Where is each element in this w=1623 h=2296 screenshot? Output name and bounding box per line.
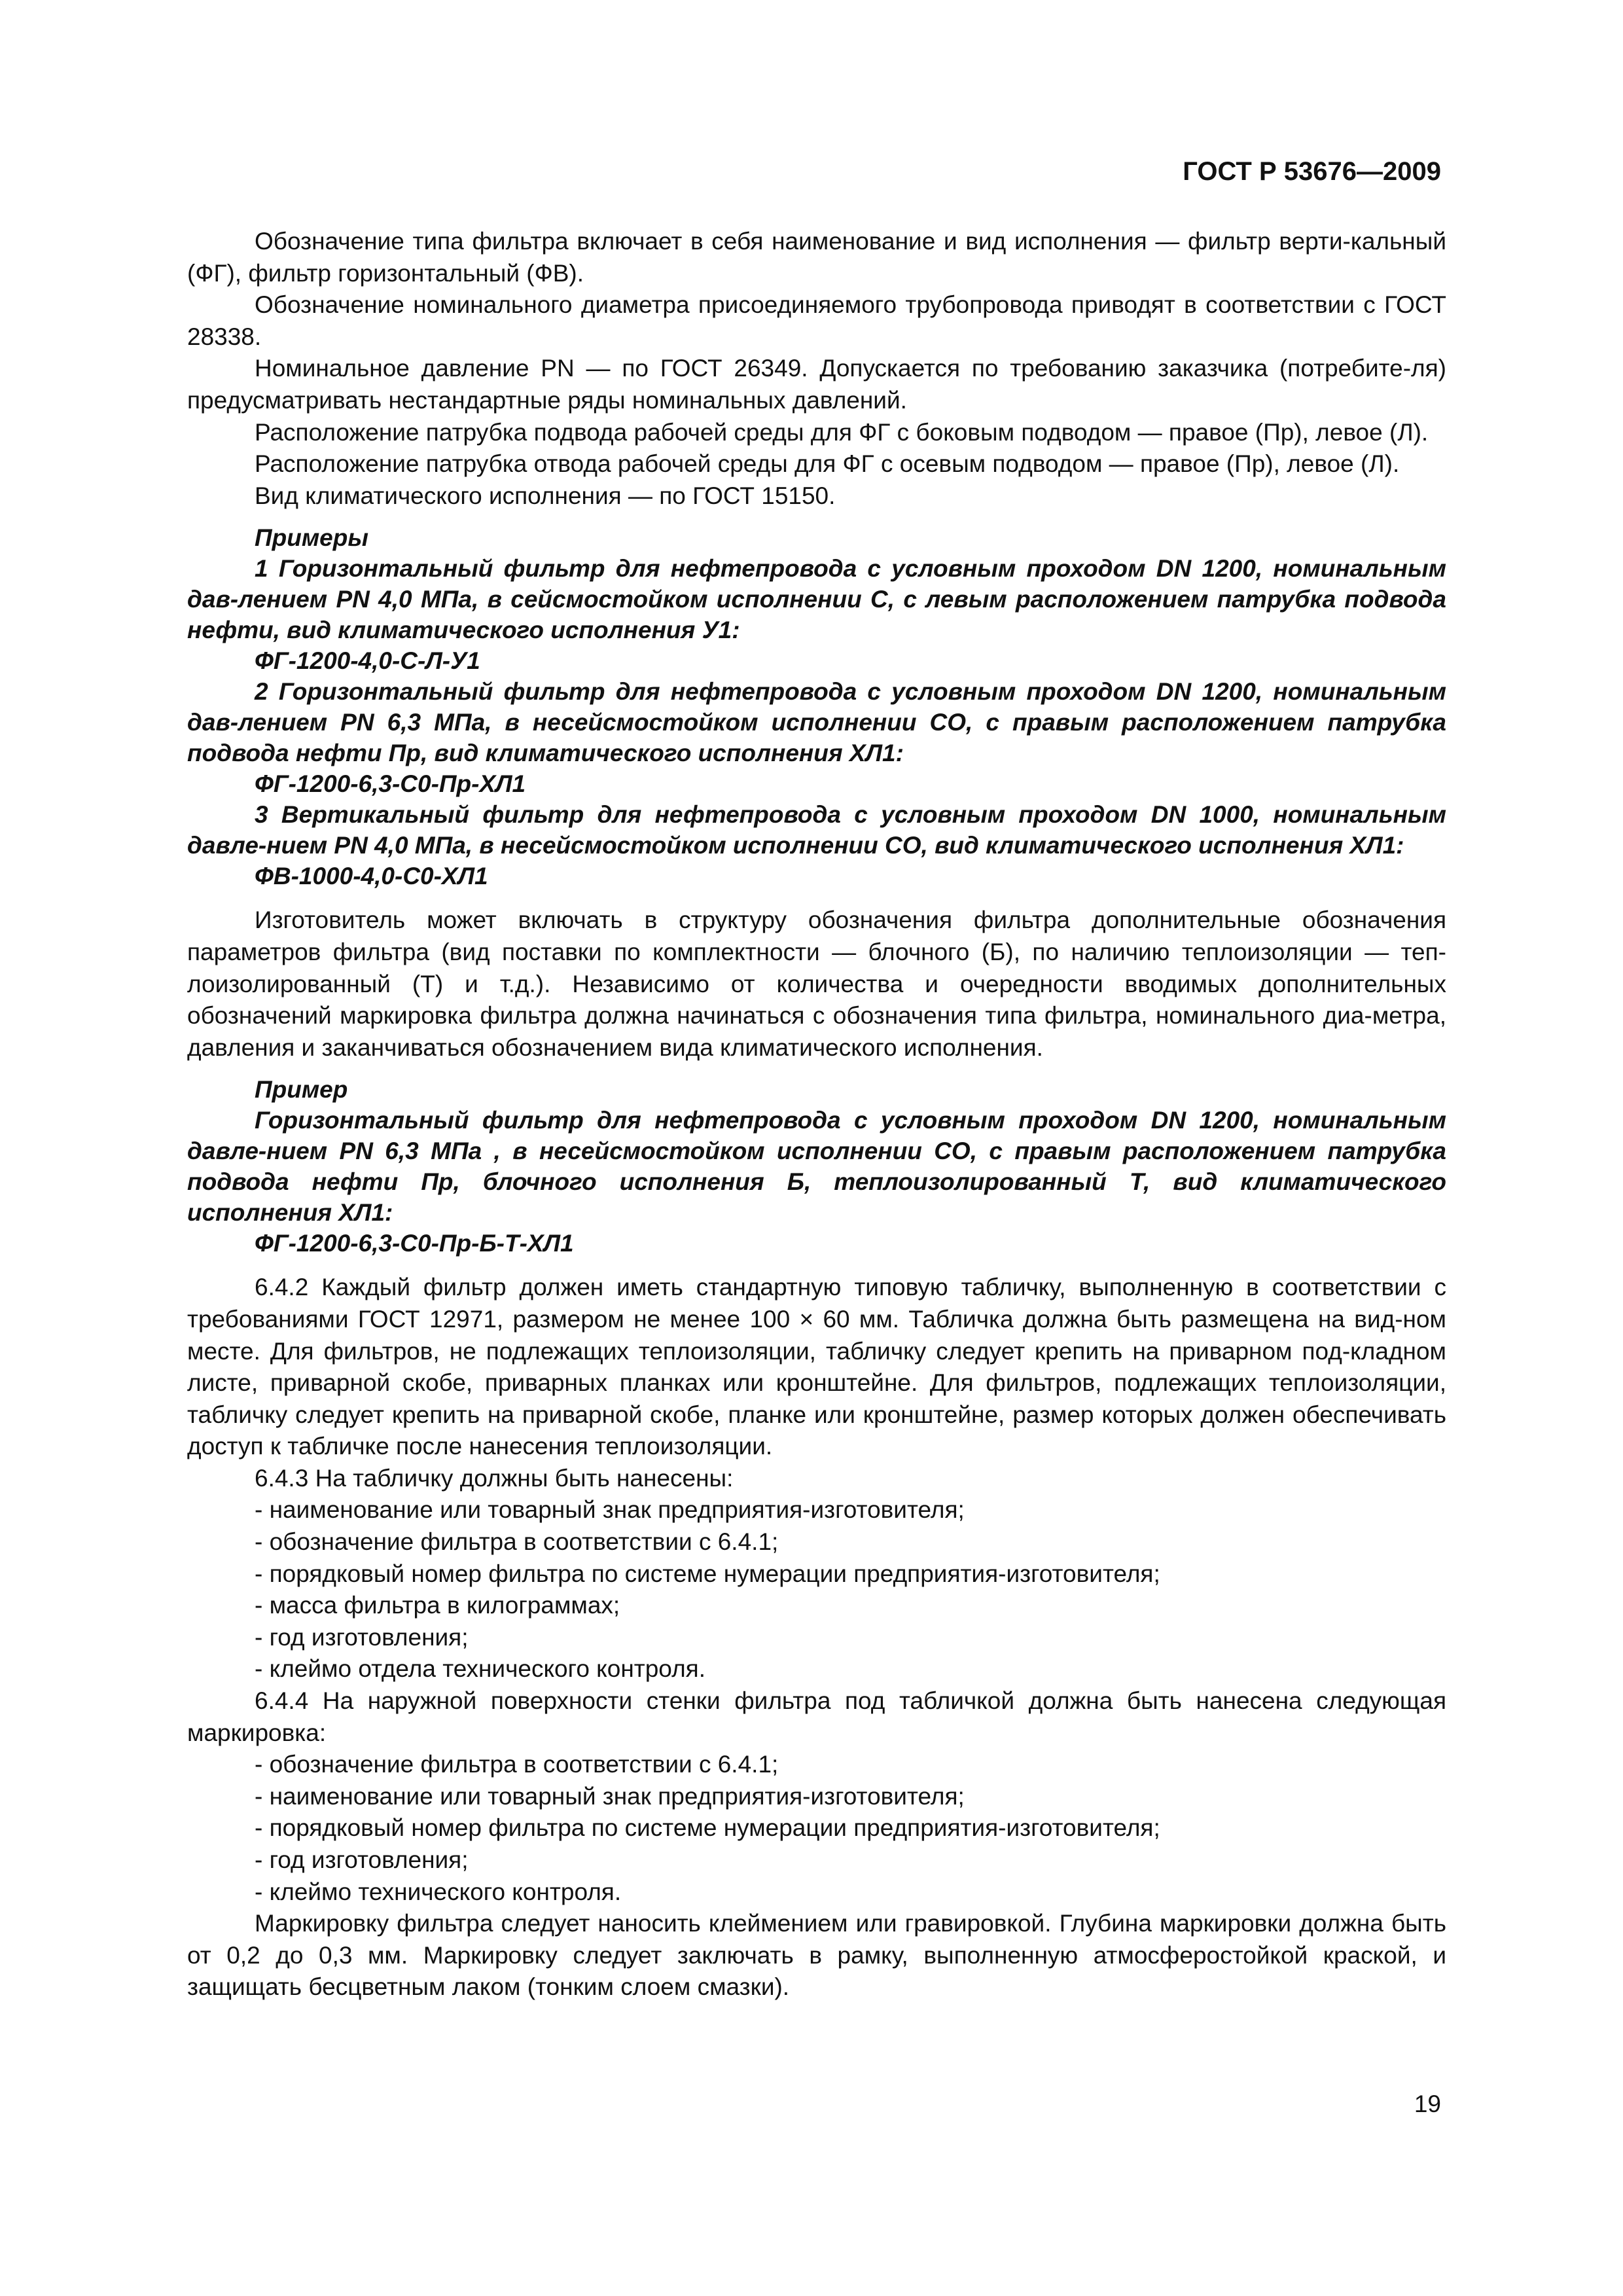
paragraph-filter-type: Обозначение типа фильтра включает в себя наименование и вид исполнения — фильтр верти-кальный (ФГ), фильтр горизонтальный (ФВ).: [187, 228, 1446, 287]
example-2-text: 2 Горизонтальный фильтр для нефтепровода с условным проходом DN 1200, номинальным дав-лением PN 6,3 МПа, в несейсмостойком исполнении СО, с правым расположением патрубка подвода нефти Пр, вид климатического исполнения ХЛ1:: [187, 678, 1446, 767]
document-code-header: ГОСТ Р 53676—2009: [1183, 157, 1441, 186]
paragraph-climatic-version: Вид климатического исполнения — по ГОСТ 15150.: [255, 482, 836, 509]
example-2-code: ФГ-1200-6,3-С0-Пр-ХЛ1: [255, 770, 526, 798]
clause-6-4-4-item: - наименование или товарный знак предприятия-изготовителя;: [255, 1782, 965, 1810]
examples-block: [187, 522, 1446, 891]
clause-6-4-4-item: - обозначение фильтра в соответствии с 6.4.1;: [255, 1751, 779, 1778]
clause-6-4-4-item: - год изготовления;: [255, 1846, 469, 1873]
page-number: 19: [1414, 2090, 1441, 2117]
single-example-block: [187, 1074, 1446, 1259]
clause-6-4-3-intro: 6.4.3 На табличку должны быть нанесены:: [255, 1464, 734, 1492]
clause-6-4-3-item: - масса фильтра в килограммах;: [255, 1592, 620, 1619]
clause-6-4-3-item: - год изготовления;: [255, 1623, 469, 1651]
clause-6-4-2: 6.4.2 Каждый фильтр должен иметь стандартную типовую табличку, выполненную в соответствии с требованиями ГОСТ 12971, размером не менее 100 × 60 мм. Табличка должна быть размещена на вид-ном месте. Для фильтров, не подлежащих теплоизоляции, табличку следует крепить на приварном под-кладном листе, приварной скобе, приварных планках или кронштейне. Для фильтров, подлежащих теплоизоляции, табличку следует крепить на приварной скобе, планке или кронштейне, размер которых должен обеспечивать доступ к табличке после нанесения теплоизоляции.: [187, 1274, 1446, 1460]
paragraph-manufacturer: Изготовитель может включать в структуру обозначения фильтра дополнительные обозначения параметров фильтра (вид поставки по комплектности — блочного (Б), по наличию теплоизоляции — теп-лоизолированный (Т) и т.д.). Независимо от количества и очередности вводимых дополнительных обозначений маркировка фильтра должна начинаться с обозначения типа фильтра, номинального диа-метра, давления и заканчиваться обозначением вида климатического исполнения.: [187, 906, 1446, 1061]
clause-6-4-4-intro: 6.4.4 На наружной поверхности стенки фильтра под табличкой должна быть нанесена следующая маркировка:: [187, 1687, 1446, 1746]
paragraph-nominal-pressure: Номинальное давление PN — по ГОСТ 26349. Допускается по требованию заказчика (потребите-ля) предусматривать нестандартные ряды номинальных давлений.: [187, 355, 1446, 414]
clause-6-4-3-item: - клеймо отдела технического контроля.: [255, 1655, 705, 1683]
paragraph-inlet-location: Расположение патрубка подвода рабочей среды для ФГ с боковым подводом — правое (Пр), левое (Л).: [255, 418, 1429, 446]
page-content: [187, 226, 1446, 2003]
example-3-code: ФВ-1000-4,0-С0-ХЛ1: [255, 863, 488, 890]
paragraph-nominal-diameter: Обозначение номинального диаметра присоединяемого трубопровода приводят в соответствии с ГОСТ 28338.: [187, 291, 1446, 350]
example-1-text: 1 Горизонтальный фильтр для нефтепровода с условным проходом DN 1200, номинальным дав-лением PN 4,0 МПа, в сейсмостойком исполнении С, с левым расположением патрубка подвода нефти, вид климатического исполнения У1:: [187, 555, 1446, 644]
single-example-text: Горизонтальный фильтр для нефтепровода с условным проходом DN 1200, номинальным давле-нием PN 6,3 МПа , в несейсмостойком исполнении СО, с правым расположением патрубка подвода нефти Пр, блочного исполнения Б, теплоизолированный Т, вид климатического исполнения ХЛ1:: [187, 1107, 1446, 1227]
clause-6-4-3-item: - обозначение фильтра в соответствии с 6.4.1;: [255, 1528, 779, 1556]
clause-6-4-3-item: - порядковый номер фильтра по системе нумерации предприятия-изготовителя;: [255, 1560, 1160, 1587]
clause-6-4-4-item: - клеймо технического контроля.: [255, 1878, 622, 1905]
single-example-heading: Пример: [255, 1076, 348, 1103]
clause-6-4-4-item: - порядковый номер фильтра по системе нумерации предприятия-изготовителя;: [255, 1814, 1160, 1842]
example-1-code: ФГ-1200-4,0-С-Л-У1: [255, 647, 480, 675]
single-example-code: ФГ-1200-6,3-С0-Пр-Б-Т-ХЛ1: [255, 1230, 574, 1257]
clause-6-4-3-item: - наименование или товарный знак предприятия-изготовителя;: [255, 1496, 965, 1524]
paragraph-outlet-location: Расположение патрубка отвода рабочей среды для ФГ с осевым подводом — правое (Пр), левое (Л).: [255, 450, 1400, 478]
examples-heading: Примеры: [255, 524, 368, 552]
example-3-text: 3 Вертикальный фильтр для нефтепровода с условным проходом DN 1000, номинальным давле-нием PN 4,0 МПа, в несейсмостойком исполнении СО, вид климатического исполнения ХЛ1:: [187, 801, 1446, 859]
paragraph-marking-method: Маркировку фильтра следует наносить клеймением или гравировкой. Глубина маркировки должна быть от 0,2 до 0,3 мм. Маркировку следует заключать в рамку, выполненную атмосферостойкой краской, и защищать бесцветным лаком (тонким слоем смазки).: [187, 1910, 1446, 2001]
